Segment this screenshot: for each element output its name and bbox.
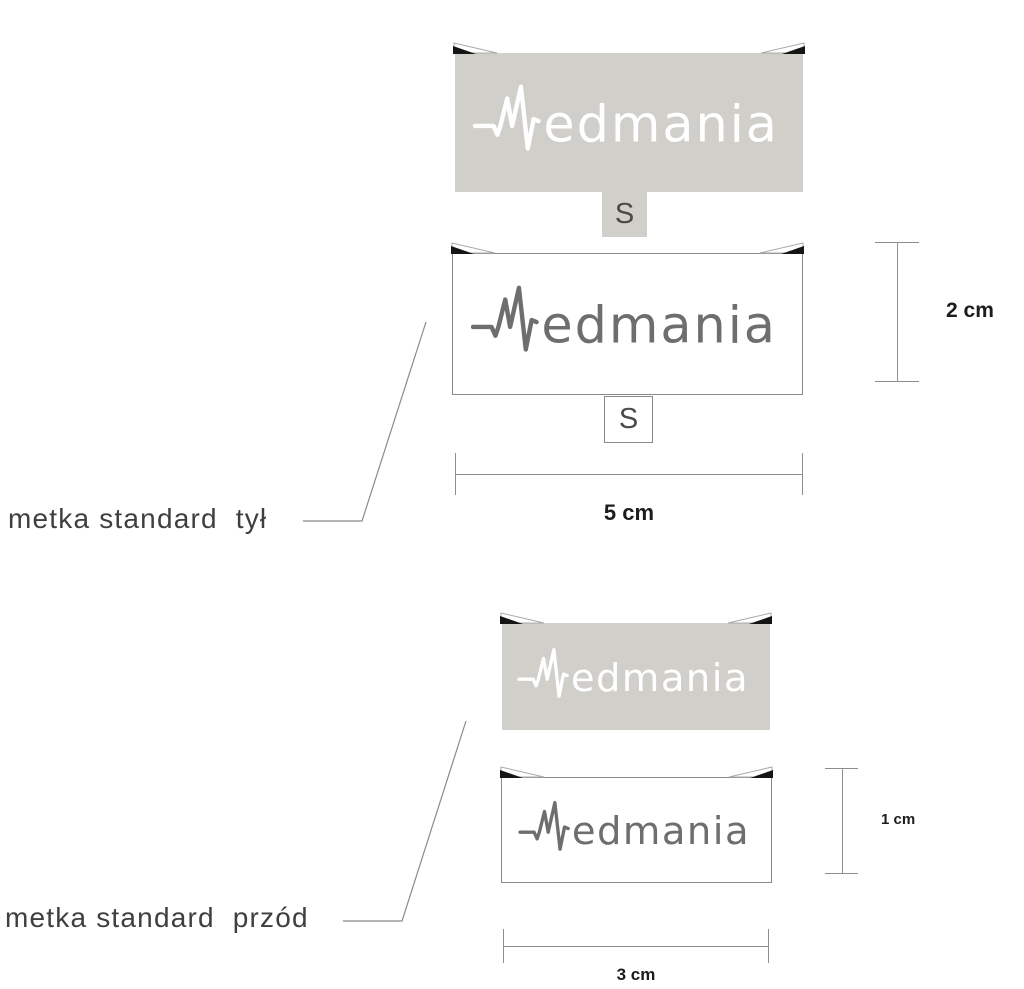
back-height-dimension-text: 2 cm <box>946 299 994 322</box>
front-leader-line <box>340 717 470 925</box>
back-height-dimension <box>875 242 919 382</box>
back-width-dimension-text: 5 cm <box>603 500 655 525</box>
corner-fold-icon <box>759 41 805 55</box>
back-caption: metka standard tył <box>8 503 268 534</box>
logo-wordmark: edmania <box>542 94 779 154</box>
corner-fold-icon <box>451 241 497 255</box>
corner-fold-icon <box>500 611 546 625</box>
medmania-logo-icon <box>517 640 755 714</box>
back-leader-line <box>300 318 430 526</box>
medmania-logo-icon <box>473 74 786 172</box>
logo-wordmark: edmania <box>570 655 750 701</box>
back-size-tag-outline <box>604 396 653 443</box>
back-label-outline <box>452 253 803 395</box>
size-letter: S <box>618 403 639 435</box>
front-caption: metka standard przód <box>5 902 309 933</box>
front-label-outline <box>501 777 772 883</box>
logo-wordmark: edmania <box>541 295 777 355</box>
front-height-dimension <box>825 768 858 874</box>
corner-fold-icon <box>453 41 499 55</box>
medmania-logo-icon <box>518 793 756 867</box>
back-width-dimension <box>455 453 803 495</box>
front-width-dimension-text: 3 cm <box>616 965 656 984</box>
front-height-dimension-text: 1 cm <box>881 811 916 828</box>
back-label-gray <box>455 53 803 192</box>
corner-fold-icon <box>758 241 804 255</box>
size-letter: S <box>614 198 635 230</box>
medmania-logo-icon <box>471 275 784 373</box>
corner-fold-icon <box>726 611 772 625</box>
back-size-tag-gray <box>602 192 647 237</box>
corner-fold-icon <box>500 765 546 779</box>
corner-fold-icon <box>727 765 773 779</box>
front-label-gray <box>502 623 770 730</box>
logo-wordmark: edmania <box>571 809 750 855</box>
front-width-dimension <box>503 929 769 963</box>
